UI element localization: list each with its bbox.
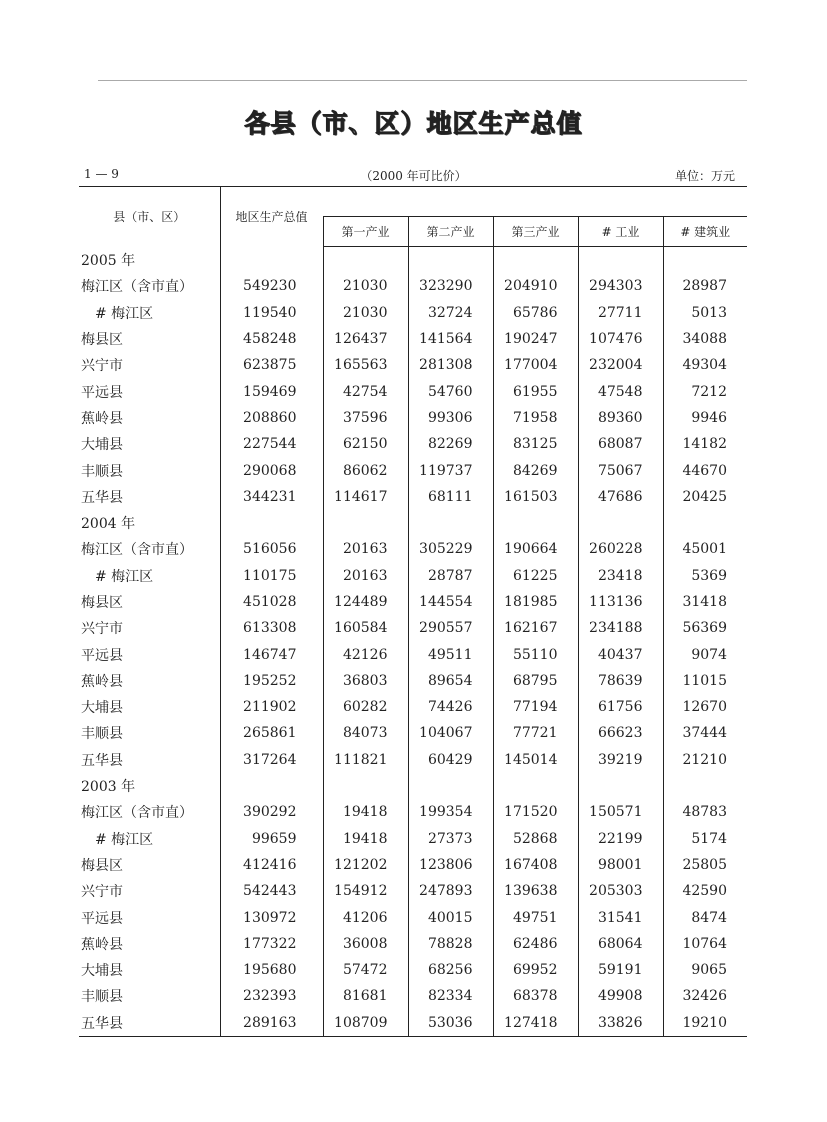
value-cell: 150571 (578, 799, 663, 825)
year-label: 2005 年 (81, 252, 136, 269)
table-row (79, 589, 747, 615)
value-cell: 89654 (408, 668, 493, 694)
value-cell: 27711 (578, 300, 663, 326)
value-cell: 167408 (493, 852, 578, 878)
table-row (79, 431, 747, 457)
value-cell: 8474 (663, 904, 747, 930)
value-cell: 227544 (220, 431, 323, 457)
value-cell: 110175 (220, 563, 323, 589)
empty-cell (220, 773, 323, 799)
value-cell: 47548 (578, 378, 663, 404)
value-cell: 84073 (323, 720, 408, 746)
table-row (79, 352, 747, 378)
value-cell: 177322 (220, 931, 323, 957)
value-cell: 68087 (578, 431, 663, 457)
header-primary: 第一产业 (323, 217, 408, 247)
value-cell: 55110 (493, 641, 578, 667)
region-name: 梅江区（含市直） (81, 542, 193, 559)
value-cell: 19418 (323, 826, 408, 852)
value-cell: 89360 (578, 405, 663, 431)
value-cell: 161503 (493, 484, 578, 510)
value-cell: 344231 (220, 484, 323, 510)
value-cell: 145014 (493, 747, 578, 773)
region-name: 大埔县 (81, 437, 123, 454)
value-cell: 294303 (578, 273, 663, 299)
header-tertiary: 第三产业 (493, 217, 578, 247)
value-cell: 23418 (578, 563, 663, 589)
value-cell: 32426 (663, 983, 747, 1009)
value-cell: 56369 (663, 615, 747, 641)
empty-cell (493, 510, 578, 536)
header-industry: # 工业 (578, 217, 663, 247)
value-cell: 59191 (578, 957, 663, 983)
value-cell: 204910 (493, 273, 578, 299)
value-cell: 48783 (663, 799, 747, 825)
region-name: 兴宁市 (81, 884, 123, 901)
empty-cell (220, 510, 323, 536)
year-label: 2003 年 (81, 779, 136, 796)
value-cell: 247893 (408, 878, 493, 904)
value-cell: 119737 (408, 457, 493, 483)
region-name: # 梅江区 (95, 305, 154, 322)
table-row (79, 536, 747, 562)
value-cell: 260228 (578, 536, 663, 562)
value-cell: 66623 (578, 720, 663, 746)
value-cell: 289163 (220, 1010, 323, 1037)
table-number: 1 — 9 (84, 167, 119, 181)
empty-cell (578, 510, 663, 536)
value-cell: 9946 (663, 405, 747, 431)
value-cell: 62486 (493, 931, 578, 957)
value-cell: 130972 (220, 904, 323, 930)
value-cell: 113136 (578, 589, 663, 615)
value-cell: 290068 (220, 457, 323, 483)
value-cell: 458248 (220, 326, 323, 352)
value-cell: 12670 (663, 694, 747, 720)
top-rule (98, 80, 747, 81)
value-cell: 14182 (663, 431, 747, 457)
value-cell: 516056 (220, 536, 323, 562)
value-cell: 195680 (220, 957, 323, 983)
value-cell: 54760 (408, 378, 493, 404)
header-gdp: 地区生产总值 (220, 187, 323, 247)
table-row (79, 484, 747, 510)
table-row (79, 1010, 747, 1037)
value-cell: 42754 (323, 378, 408, 404)
page-title: 各县（市、区）地区生产总值 (244, 109, 583, 138)
region-name: 梅县区 (81, 857, 123, 874)
value-cell: 232004 (578, 352, 663, 378)
value-cell: 22199 (578, 826, 663, 852)
value-cell: 139638 (493, 878, 578, 904)
value-cell: 68795 (493, 668, 578, 694)
region-name: # 梅江区 (95, 831, 154, 848)
value-cell: 86062 (323, 457, 408, 483)
value-cell: 68064 (578, 931, 663, 957)
value-cell: 57472 (323, 957, 408, 983)
value-cell: 25805 (663, 852, 747, 878)
value-cell: 232393 (220, 983, 323, 1009)
empty-cell (323, 510, 408, 536)
value-cell: 42126 (323, 641, 408, 667)
table-row (79, 615, 747, 641)
region-name: 平远县 (81, 384, 123, 401)
value-cell: 49908 (578, 983, 663, 1009)
value-cell: 84269 (493, 457, 578, 483)
value-cell: 190247 (493, 326, 578, 352)
value-cell: 62150 (323, 431, 408, 457)
value-cell: 21030 (323, 273, 408, 299)
table-row (79, 747, 747, 773)
region-name: 五华县 (81, 752, 123, 769)
year-row (79, 510, 747, 536)
value-cell: 390292 (220, 799, 323, 825)
value-cell: 74426 (408, 694, 493, 720)
value-cell: 265861 (220, 720, 323, 746)
table-row (79, 457, 747, 483)
value-cell: 211902 (220, 694, 323, 720)
value-cell: 53036 (408, 1010, 493, 1037)
value-cell: 162167 (493, 615, 578, 641)
value-cell: 613308 (220, 615, 323, 641)
value-cell: 19210 (663, 1010, 747, 1037)
value-cell: 60282 (323, 694, 408, 720)
value-cell: 77721 (493, 720, 578, 746)
table-row (79, 694, 747, 720)
value-cell: 104067 (408, 720, 493, 746)
value-cell: 60429 (408, 747, 493, 773)
header-construction: # 建筑业 (663, 217, 747, 247)
value-cell: 114617 (323, 484, 408, 510)
region-name: # 梅江区 (95, 568, 154, 585)
value-cell: 111821 (323, 747, 408, 773)
value-cell: 20163 (323, 563, 408, 589)
value-cell: 121202 (323, 852, 408, 878)
region-name: 大埔县 (81, 963, 123, 980)
region-name: 梅江区（含市直） (81, 279, 193, 296)
region-name: 梅江区（含市直） (81, 805, 193, 822)
value-cell: 159469 (220, 378, 323, 404)
value-cell: 40015 (408, 904, 493, 930)
value-cell: 78828 (408, 931, 493, 957)
value-cell: 123806 (408, 852, 493, 878)
value-cell: 68378 (493, 983, 578, 1009)
value-cell: 36803 (323, 668, 408, 694)
header-region: 县（市、区） (79, 187, 220, 247)
value-cell: 19418 (323, 799, 408, 825)
value-cell: 160584 (323, 615, 408, 641)
table-row (79, 300, 747, 326)
value-cell: 5174 (663, 826, 747, 852)
region-name: 平远县 (81, 910, 123, 927)
value-cell: 317264 (220, 747, 323, 773)
value-cell: 52868 (493, 826, 578, 852)
value-cell: 68256 (408, 957, 493, 983)
value-cell: 47686 (578, 484, 663, 510)
value-cell: 234188 (578, 615, 663, 641)
empty-cell (663, 510, 747, 536)
value-cell: 34088 (663, 326, 747, 352)
empty-cell (323, 773, 408, 799)
value-cell: 190664 (493, 536, 578, 562)
value-cell: 37444 (663, 720, 747, 746)
value-cell: 124489 (323, 589, 408, 615)
table-body (79, 247, 747, 1037)
empty-cell (323, 247, 408, 274)
table-row (79, 852, 747, 878)
value-cell: 82269 (408, 431, 493, 457)
region-name: 蕉岭县 (81, 673, 123, 690)
region-name: 蕉岭县 (81, 936, 123, 953)
value-cell: 31418 (663, 589, 747, 615)
value-cell: 98001 (578, 852, 663, 878)
value-cell: 305229 (408, 536, 493, 562)
table-row (79, 931, 747, 957)
table-row (79, 878, 747, 904)
table-row (79, 668, 747, 694)
empty-cell (578, 247, 663, 274)
value-cell: 451028 (220, 589, 323, 615)
value-cell: 549230 (220, 273, 323, 299)
value-cell: 61225 (493, 563, 578, 589)
value-cell: 21030 (323, 300, 408, 326)
value-cell: 205303 (578, 878, 663, 904)
empty-cell (408, 247, 493, 274)
empty-cell (663, 247, 747, 274)
value-cell: 27373 (408, 826, 493, 852)
value-cell: 32724 (408, 300, 493, 326)
value-cell: 39219 (578, 747, 663, 773)
empty-cell (408, 773, 493, 799)
header-secondary: 第二产业 (408, 217, 493, 247)
region-name: 丰顺县 (81, 989, 123, 1006)
region-name: 丰顺县 (81, 463, 123, 480)
value-cell: 99306 (408, 405, 493, 431)
table-row (79, 826, 747, 852)
table-row (79, 273, 747, 299)
value-cell: 45001 (663, 536, 747, 562)
value-cell: 20163 (323, 536, 408, 562)
region-name: 五华县 (81, 489, 123, 506)
gdp-table (79, 186, 747, 1037)
value-cell: 75067 (578, 457, 663, 483)
value-cell: 21210 (663, 747, 747, 773)
value-cell: 199354 (408, 799, 493, 825)
value-cell: 177004 (493, 352, 578, 378)
value-cell: 290557 (408, 615, 493, 641)
value-cell: 83125 (493, 431, 578, 457)
value-cell: 9065 (663, 957, 747, 983)
table-row (79, 378, 747, 404)
year-label: 2004 年 (81, 516, 136, 533)
table-row (79, 641, 747, 667)
table-row (79, 720, 747, 746)
empty-cell (493, 773, 578, 799)
value-cell: 99659 (220, 826, 323, 852)
value-cell: 323290 (408, 273, 493, 299)
empty-cell (220, 247, 323, 274)
value-cell: 31541 (578, 904, 663, 930)
value-cell: 49511 (408, 641, 493, 667)
value-cell: 195252 (220, 668, 323, 694)
region-name: 兴宁市 (81, 621, 123, 638)
value-cell: 28987 (663, 273, 747, 299)
year-row (79, 247, 747, 274)
value-cell: 49751 (493, 904, 578, 930)
value-cell: 623875 (220, 352, 323, 378)
value-cell: 181985 (493, 589, 578, 615)
value-cell: 542443 (220, 878, 323, 904)
value-cell: 5369 (663, 563, 747, 589)
price-basis: （2000 年可比价） (360, 169, 467, 183)
value-cell: 119540 (220, 300, 323, 326)
region-name: 平远县 (81, 647, 123, 664)
value-cell: 108709 (323, 1010, 408, 1037)
table-row (79, 799, 747, 825)
value-cell: 141564 (408, 326, 493, 352)
value-cell: 107476 (578, 326, 663, 352)
value-cell: 126437 (323, 326, 408, 352)
table-row (79, 326, 747, 352)
value-cell: 144554 (408, 589, 493, 615)
unit-label: 单位：万元 (674, 169, 735, 183)
value-cell: 281308 (408, 352, 493, 378)
region-name: 丰顺县 (81, 726, 123, 743)
region-name: 梅县区 (81, 595, 123, 611)
value-cell: 5013 (663, 300, 747, 326)
value-cell: 68111 (408, 484, 493, 510)
value-cell: 33826 (578, 1010, 663, 1037)
value-cell: 412416 (220, 852, 323, 878)
value-cell: 49304 (663, 352, 747, 378)
value-cell: 28787 (408, 563, 493, 589)
empty-cell (663, 773, 747, 799)
region-name: 蕉岭县 (81, 410, 123, 427)
value-cell: 61756 (578, 694, 663, 720)
value-cell: 71958 (493, 405, 578, 431)
value-cell: 36008 (323, 931, 408, 957)
value-cell: 77194 (493, 694, 578, 720)
region-name: 梅县区 (81, 332, 123, 349)
region-name: 兴宁市 (81, 358, 123, 375)
value-cell: 44670 (663, 457, 747, 483)
value-cell: 10764 (663, 931, 747, 957)
value-cell: 20425 (663, 484, 747, 510)
value-cell: 37596 (323, 405, 408, 431)
value-cell: 171520 (493, 799, 578, 825)
year-row (79, 773, 747, 799)
empty-cell (578, 773, 663, 799)
value-cell: 9074 (663, 641, 747, 667)
empty-cell (493, 247, 578, 274)
table-row (79, 957, 747, 983)
value-cell: 40437 (578, 641, 663, 667)
value-cell: 41206 (323, 904, 408, 930)
value-cell: 69952 (493, 957, 578, 983)
value-cell: 208860 (220, 405, 323, 431)
value-cell: 81681 (323, 983, 408, 1009)
table-row (79, 563, 747, 589)
table-row (79, 405, 747, 431)
value-cell: 65786 (493, 300, 578, 326)
header-spacer (323, 187, 747, 217)
value-cell: 7212 (663, 378, 747, 404)
empty-cell (408, 510, 493, 536)
value-cell: 154912 (323, 878, 408, 904)
value-cell: 11015 (663, 668, 747, 694)
table-row (79, 904, 747, 930)
value-cell: 61955 (493, 378, 578, 404)
value-cell: 146747 (220, 641, 323, 667)
value-cell: 78639 (578, 668, 663, 694)
region-name: 五华县 (79, 1010, 220, 1037)
value-cell: 165563 (323, 352, 408, 378)
value-cell: 82334 (408, 983, 493, 1009)
value-cell: 42590 (663, 878, 747, 904)
value-cell: 127418 (493, 1010, 578, 1037)
region-name: 大埔县 (81, 700, 123, 717)
table-row (79, 983, 747, 1009)
